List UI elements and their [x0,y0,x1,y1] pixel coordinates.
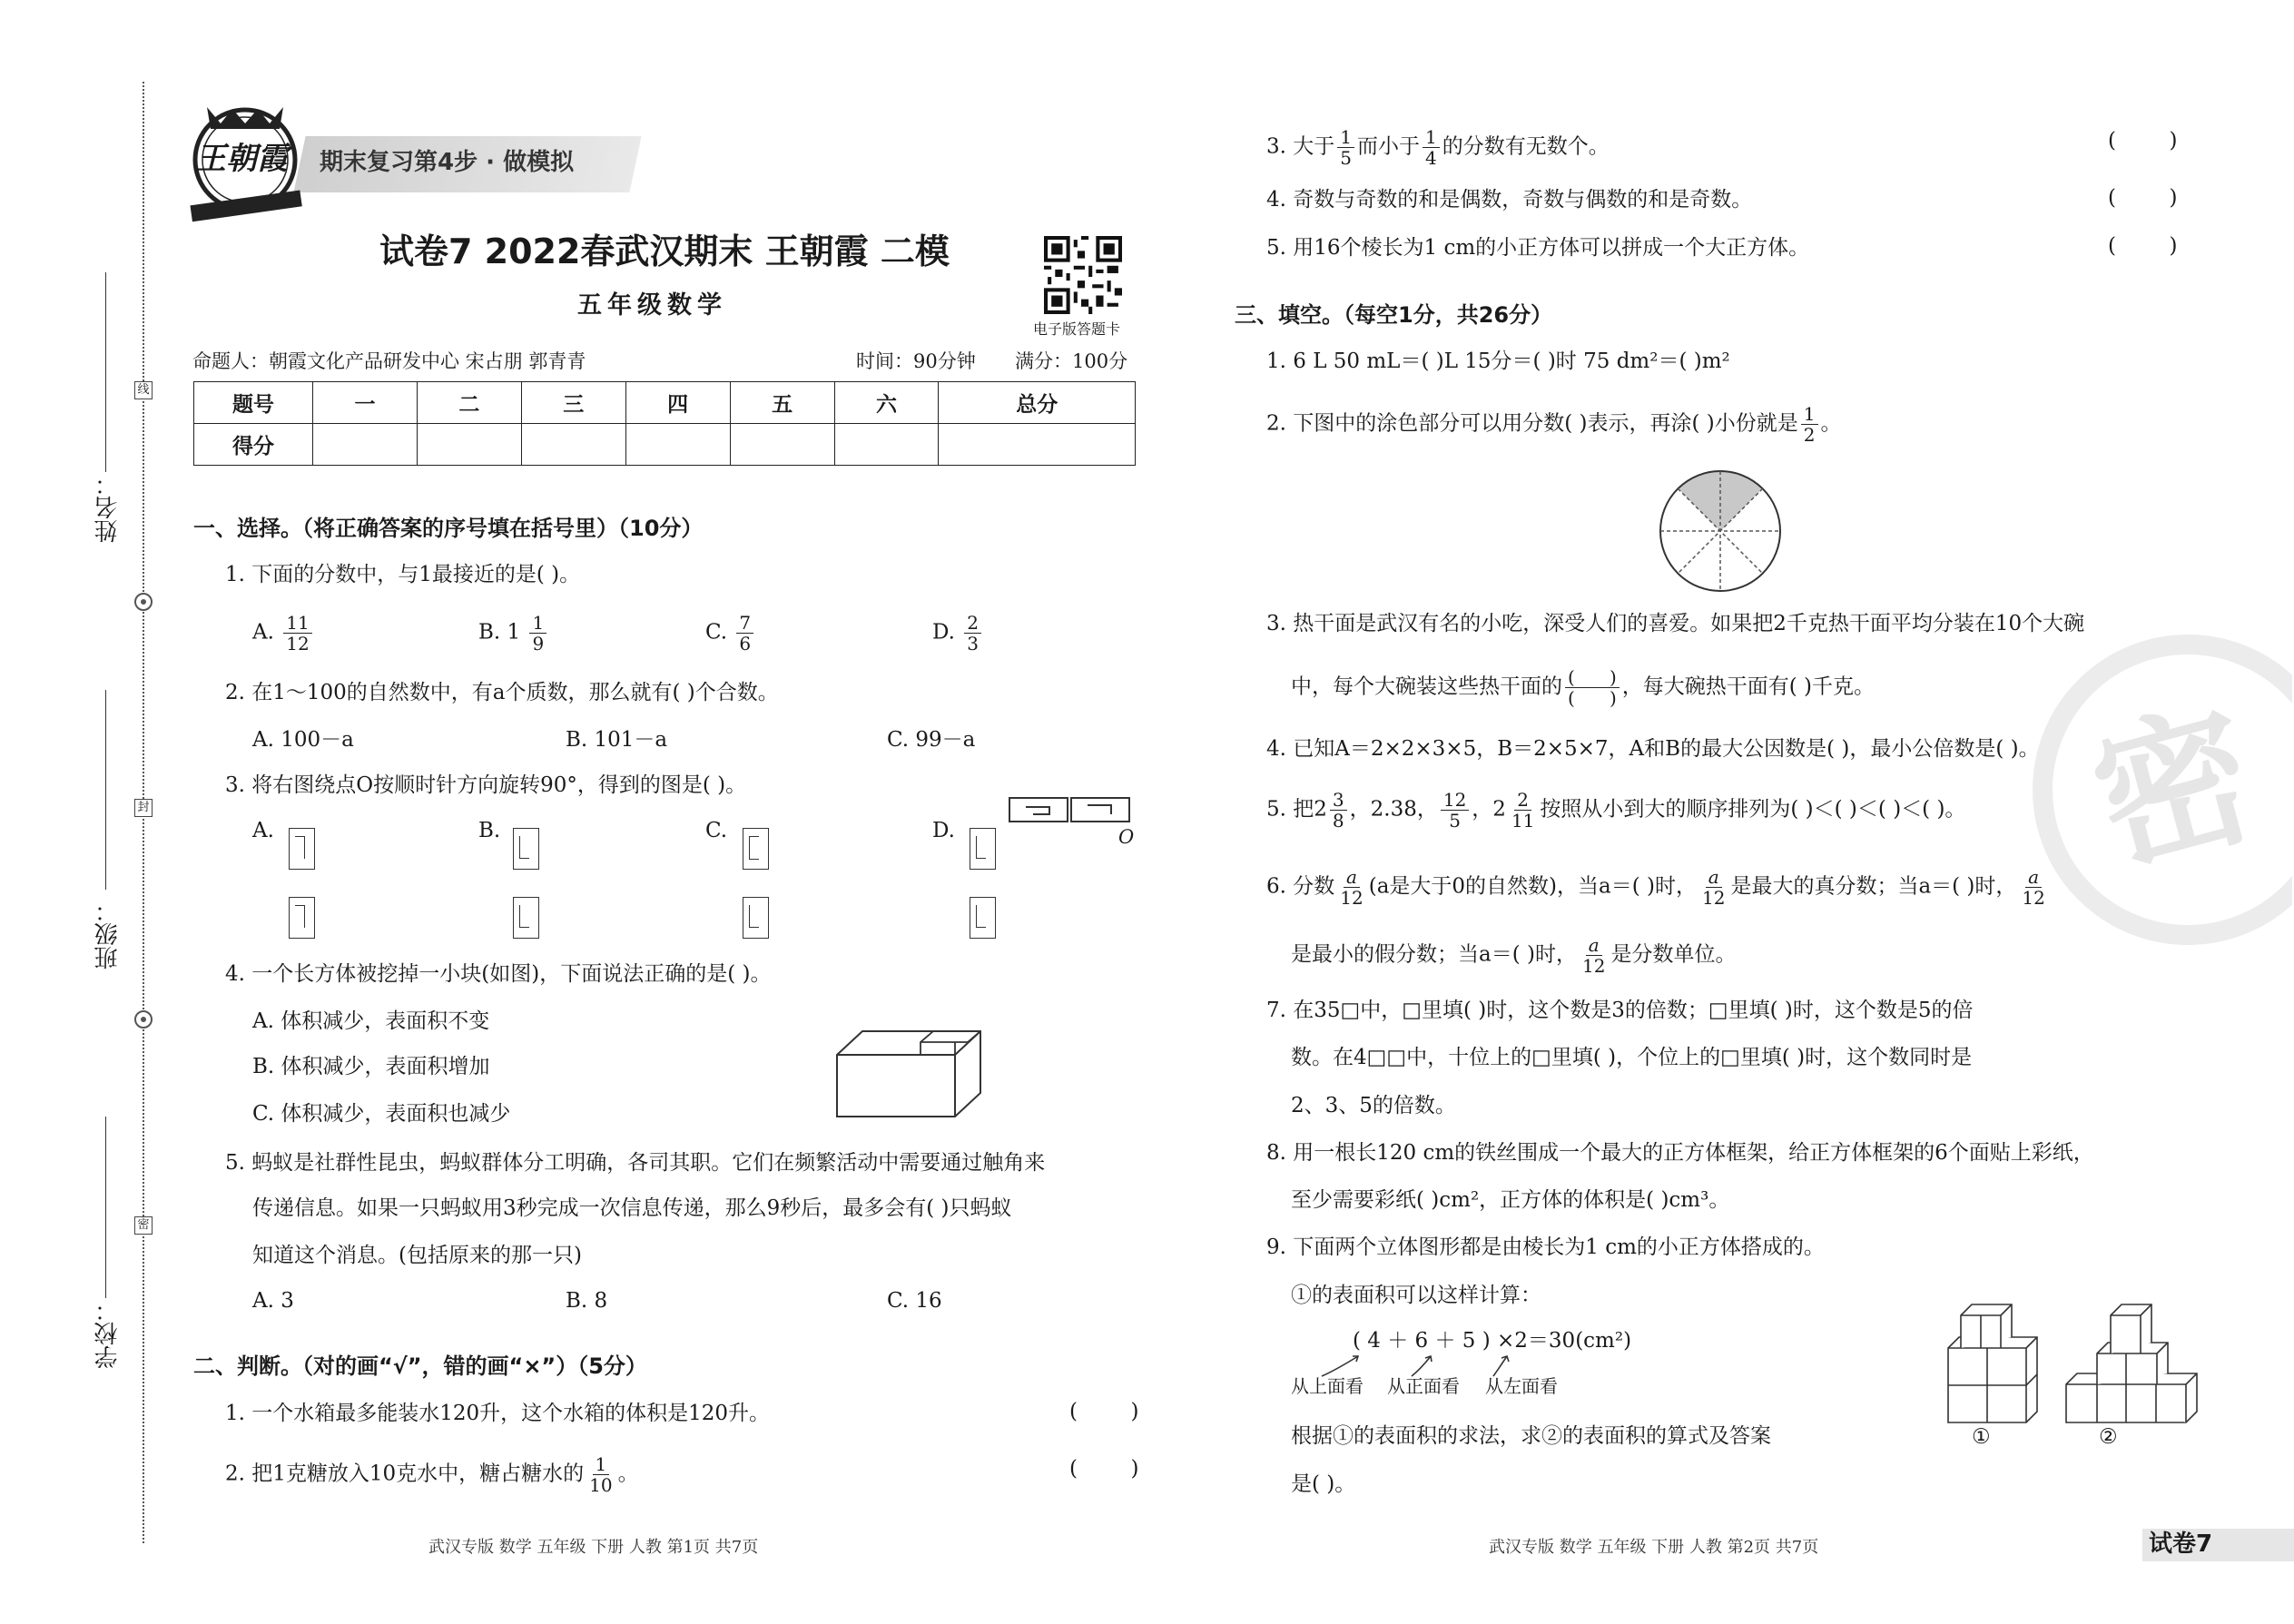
section3-title: 三、填空。（每空1分，共26分） [1235,302,1553,328]
s1-question-5-line1: 5. 蚂蚁是社群性昆虫，蚂蚁群体分工明确，各司其职。它们在频繁活动中需要通过触角来 [225,1151,1046,1175]
s1-q5-option-b[interactable]: B. 8 [566,1289,608,1313]
fraction: $\frac{3}{8}$ [1330,790,1347,831]
score-input-cell[interactable] [521,424,625,466]
s1-q4-option-b[interactable]: B. 体积减少，表面积增加 [252,1055,490,1078]
score-table-cell: 一 [313,382,418,424]
q3-option-d-figure [970,897,996,939]
q3-option-b-figure [513,897,539,939]
s1-q4-option-c[interactable]: C. 体积减少，表面积也减少 [252,1102,511,1126]
score-table-cell: 四 [625,382,730,424]
exam-subtitle: 五年级数学 [577,291,727,320]
s3-question-6-line2: 是最小的假分数；当a＝( )时， $\frac{a}{12}$ 是分数单位。 [1291,934,1737,977]
s1-q2-option-c[interactable]: C. 99－a [887,728,976,752]
score-table-cell: 五 [730,382,834,424]
fraction: $\frac{a}{12}$ [1340,866,1364,909]
footer-left: 武汉专版 数学 五年级 下册 人教 第1页 共7页 [428,1538,759,1557]
footer-right: 武汉专版 数学 五年级 下册 人教 第2页 共7页 [1489,1538,1819,1557]
s2-question-3: 3. 大于 $\frac{1}{5}$ 而小于 $\frac{1}{4}$ 的分数有无数个。 [1266,126,1610,169]
qr-caption: 电子版答题卡 [1033,320,1121,338]
s1-q1-option-c[interactable]: C. $\frac{7}{6}$ [705,613,756,654]
s1-q5-option-a[interactable]: A. 3 [252,1289,294,1313]
score-table-cell: 二 [417,382,521,424]
s3-question-1: 1. 6 L 50 mL＝( )L 15分＝( )时 75 dm²＝( )m² [1266,349,1730,373]
score-table-header-row [194,382,1136,424]
score-input-cell[interactable] [939,424,1136,466]
score-table-score-row [194,424,1136,466]
q2-shaded-circle-figure [1657,468,1784,595]
s3-question-7-line2: 数。在4□□中，十位上的□里填( )，个位上的□里填( )时，这个数同时是 [1291,1046,1973,1069]
binding-ring-icon [132,1008,155,1031]
section2-title: 二、判断。（对的画“√”，错的画“×”）（5分） [193,1353,647,1379]
s3-question-4: 4. 已知A＝2×2×3×5，B＝2×5×7，A和B的最大公因数是( )，最小公倍数是( )。 [1266,737,2040,761]
q9-view-front: 从正面看 [1387,1375,1460,1397]
s1-question-4: 4. 一个长方体被挖掉一小块(如图)，下面说法正确的是( )。 [225,962,772,986]
s3-question-7-line3: 2、3、5的倍数。 [1291,1094,1456,1117]
fraction: $\frac{7}{6}$ [736,613,753,654]
score-input-cell[interactable] [625,424,730,466]
s2-q5-answer-paren[interactable]: ( ) [2108,234,2178,258]
exam-authors: 命题人：朝霞文化产品研发中心 宋占朋 郭青青 [192,350,586,372]
s3-question-7-line1: 7. 在35□中，□里填( )时，这个数是3的倍数；□里填( )时，这个数是5的倍 [1266,999,1974,1022]
footer-tag: 试卷7 [2149,1530,2213,1558]
fraction: $\frac{2}{3}$ [964,613,981,654]
exam-full-score: 满分：100分 [1015,350,1128,372]
s3-question-9-line3: 根据①的表面积的求法，求②的表面积的算式及答案 [1291,1424,1771,1448]
q3-option-a-figure [289,897,315,939]
s1-q1-option-b[interactable]: B. 1 $\frac{1}{9}$ [478,613,549,654]
s2-question-1: 1. 一个水箱最多能装水120升，这个水箱的体积是120升。 [225,1402,771,1425]
fraction: $\frac{a}{12}$ [1701,866,1726,909]
s2-question-4: 4. 奇数与奇数的和是偶数，奇数与偶数的和是奇数。 [1266,188,1753,212]
s2-question-2: 2. 把1克糖放入10克水中，糖占糖水的 $\frac{1}{10}$ 。 [225,1453,639,1496]
q9-figure-label-1: ① [1972,1425,1991,1449]
score-table [193,381,1136,466]
class-blank [105,690,106,890]
exam-title: 试卷7 2022春武汉期末 王朝霞 二模 [379,231,950,271]
fraction: $\frac{1}{4}$ [1423,127,1440,168]
brand-logo-text: 王朝霞 [195,141,288,177]
s2-q2-answer-paren[interactable]: ( ) [1069,1457,1139,1481]
fraction-blank[interactable]: $\frac{( )}{( )}$ [1565,667,1620,708]
seal-char-secret: 密 [134,1216,153,1235]
s2-question-5: 5. 用16个棱长为1 cm的小正方体可以拼成一个大正方体。 [1266,236,1810,260]
q9-cube-figure-1 [1943,1303,2052,1425]
q3-option-a-figure [289,828,315,870]
binding-ring-icon [132,590,155,614]
score-input-cell[interactable] [313,424,418,466]
seal-char-seal: 封 [134,799,153,817]
q4-cuboid-figure [833,1026,988,1121]
name-blank [105,272,106,472]
score-input-cell[interactable] [834,424,939,466]
q3-option-b-figure [513,828,539,870]
s1-q2-option-a[interactable]: A. 100－a [252,728,354,752]
q9-view-left: 从左面看 [1485,1375,1558,1397]
s2-q3-answer-paren[interactable]: ( ) [2108,129,2178,153]
fraction: $\frac{a}{12}$ [1581,934,1606,977]
score-table-cell: 题号 [194,382,313,424]
s3-question-5: 5. 把2 $\frac{3}{8}$ ，2.38， $\frac{12}{5}$ ，2 $\frac{2}{11}$ 按照从小到大的顺序排列为( )＜( )＜( )＜( )。 [1266,789,1966,832]
fraction: $\frac{1}{9}$ [529,613,546,654]
s1-q4-option-a[interactable]: A. 体积减少，表面积不变 [252,1009,490,1033]
score-input-cell[interactable] [730,424,834,466]
q9-cube-figure-2 [2061,1303,2210,1425]
q3-point-o: O [1118,826,1135,848]
s1-q3-option-d[interactable]: D. [932,819,955,842]
exam-time: 时间：90分钟 [856,350,976,372]
fraction: $\frac{11}{12}$ [283,613,311,654]
school-blank [105,1117,106,1298]
fraction: $\frac{2}{11}$ [1511,789,1535,832]
q3-option-c-figure [743,828,769,870]
class-label: 班级： [94,899,122,969]
s1-question-5-line3: 知道这个消息。(包括原来的那一只) [252,1244,582,1267]
seal-char-line: 线 [134,381,153,399]
header-banner-text: 期末复习第4步 · 做模拟 [320,149,575,176]
s2-q4-answer-paren[interactable]: ( ) [2108,186,2178,210]
school-label: 学校： [94,1298,122,1369]
s1-q3-option-b[interactable]: B. [478,819,501,842]
s1-q3-option-c[interactable]: C. [705,819,728,842]
s1-question-1: 1. 下面的分数中，与1最接近的是( )。 [225,563,581,586]
watermark-char: 密 [2076,683,2272,897]
score-table-cell: 六 [834,382,939,424]
score-input-cell[interactable] [417,424,521,466]
s1-q1-option-d[interactable]: D. $\frac{2}{3}$ [932,613,984,654]
s3-question-9-line1: 9. 下面两个立体图形都是由棱长为1 cm的小正方体搭成的。 [1266,1235,1825,1259]
s3-question-8-line2: 至少需要彩纸( )cm²，正方体的体积是( )cm³。 [1291,1188,1730,1212]
s1-q5-option-c[interactable]: C. 16 [887,1289,942,1313]
s1-q2-option-b[interactable]: B. 101－a [566,728,668,752]
score-table-cell: 得分 [194,424,313,466]
s1-question-2: 2. 在1～100的自然数中，有a个质数，那么就有( )个合数。 [225,681,779,704]
fraction: $\frac{12}{5}$ [1441,790,1469,831]
s3-q9-formula: ( 4 ＋ 6 ＋ 5 ) ×2＝30(cm²) [1353,1329,1632,1353]
s2-q1-answer-paren[interactable]: ( ) [1069,1400,1139,1423]
s1-question-5-line2: 传递信息。如果一只蚂蚁用3秒完成一次信息传递，那么9秒后，最多会有( )只蚂蚁 [252,1196,1012,1220]
q3-option-d-figure [970,828,996,870]
s3-question-6-line1: 6. 分数 $\frac{a}{12}$ (a是大于0的自然数)，当a＝( )时， $\frac{a}{12}$ 是最大的真分数；当a＝( )时， $\frac{a}{12}$ [1266,867,2051,908]
s3-question-9-line4: 是( )。 [1291,1472,1356,1496]
q9-view-top: 从上面看 [1291,1375,1364,1397]
fraction: $\frac{a}{12}$ [2022,866,2045,909]
s3-question-3-line1: 3. 热干面是武汉有名的小吃，深受人们的喜爱。如果把2千克热干面平均分装在10个大碗 [1266,612,2085,635]
qr-code[interactable] [1044,236,1122,314]
q9-figure-label-2: ② [2099,1425,2118,1449]
fraction: $\frac{1}{5}$ [1337,127,1354,168]
s3-question-2: 2. 下图中的涂色部分可以用分数( )表示，再涂( )小份就是 $\frac{1}{2}$ 。 [1266,403,1842,446]
s1-q1-option-a[interactable]: A. $\frac{11}{12}$ [252,613,315,654]
name-label: 姓名： [94,472,122,543]
score-table-cell: 三 [521,382,625,424]
s3-question-9-line2: ①的表面积可以这样计算： [1291,1284,1541,1307]
s3-question-8-line1: 8. 用一根长120 cm的铁丝围成一个最大的正方体框架，给正方体框架的6个面贴上彩纸， [1266,1141,2094,1165]
s1-question-3: 3. 将右图绕点O按顺时针方向旋转90°，得到的图是( )。 [225,773,747,797]
s3-question-3-line2: 中，每个大碗装这些热干面的 $\frac{( )}{( )}$ ，每大碗热干面有( )千克。 [1291,666,1876,709]
q3-option-c-figure [743,897,769,939]
fraction: $\frac{1}{2}$ [1801,404,1818,445]
q3-reference-figure [1008,794,1135,827]
fraction: $\frac{1}{10}$ [589,1453,613,1496]
score-table-cell: 总分 [939,382,1136,424]
section1-title: 一、选择。（将正确答案的序号填在括号里）（10分） [193,516,704,541]
s1-q3-option-a[interactable]: A. [252,819,274,842]
